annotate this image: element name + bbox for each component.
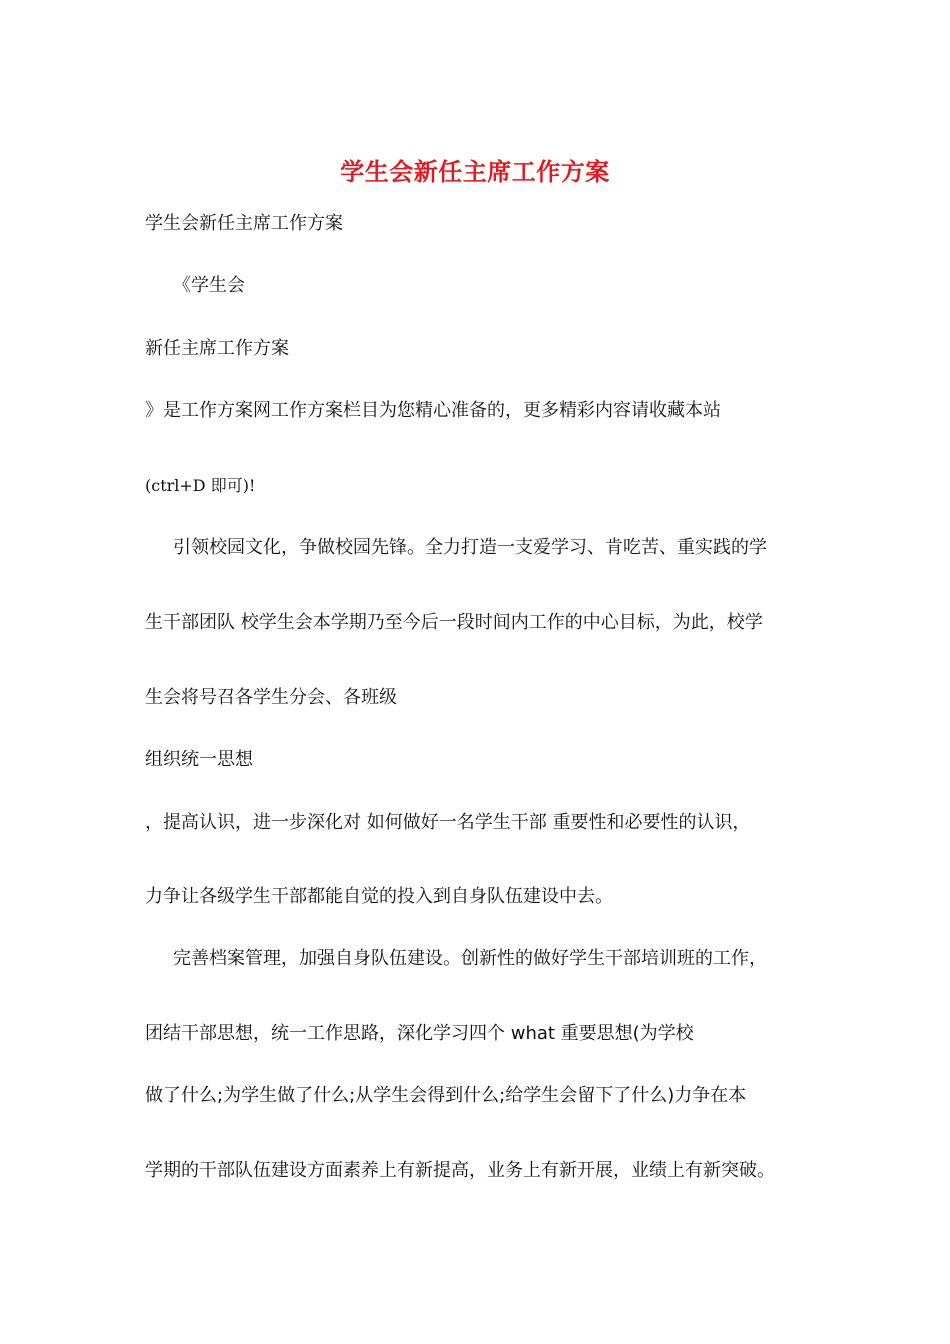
text-line: 做了什么;为学生做了什么;从学生会得到什么;给学生会留下了什么)力争在本	[145, 1085, 747, 1106]
text-line: 生会将号召各学生分会、各班级	[145, 687, 397, 708]
text-line: 完善档案管理，加强自身队伍建设。创新性的做好学生干部培训班的工作，	[173, 948, 767, 969]
text-line: 组织统一思想	[145, 749, 253, 770]
text-line: 引领校园文化，争做校园先锋。全力打造一支爱学习、肯吃苦、重实践的学	[173, 537, 767, 558]
text-line: ，提高认识，进一步深化对 如何做好一名学生干部 重要性和必要性的认识，	[145, 812, 751, 833]
text-line: 》是工作方案网工作方案栏目为您精心准备的，更多精彩内容请收藏本站	[145, 400, 721, 421]
document-title: 学生会新任主席工作方案	[340, 158, 610, 186]
text-line: 生干部团队 校学生会本学期乃至今后一段时间内工作的中心目标，为此，校学	[145, 612, 763, 633]
text-line: 学期的干部队伍建设方面素养上有新提高，业务上有新开展，业绩上有新突破。	[145, 1160, 775, 1181]
text-line: (ctrl+D 即可)!	[145, 476, 256, 495]
text-line: 新任主席工作方案	[145, 338, 289, 359]
text-line: 学生会新任主席工作方案	[145, 213, 343, 234]
text-line: 力争让各级学生干部都能自觉的投入到自身队伍建设中去。	[145, 886, 613, 907]
text-line: 《学生会	[173, 275, 245, 296]
text-line: 团结干部思想，统一工作思路，深化学习四个 what 重要思想(为学校	[145, 1023, 694, 1044]
